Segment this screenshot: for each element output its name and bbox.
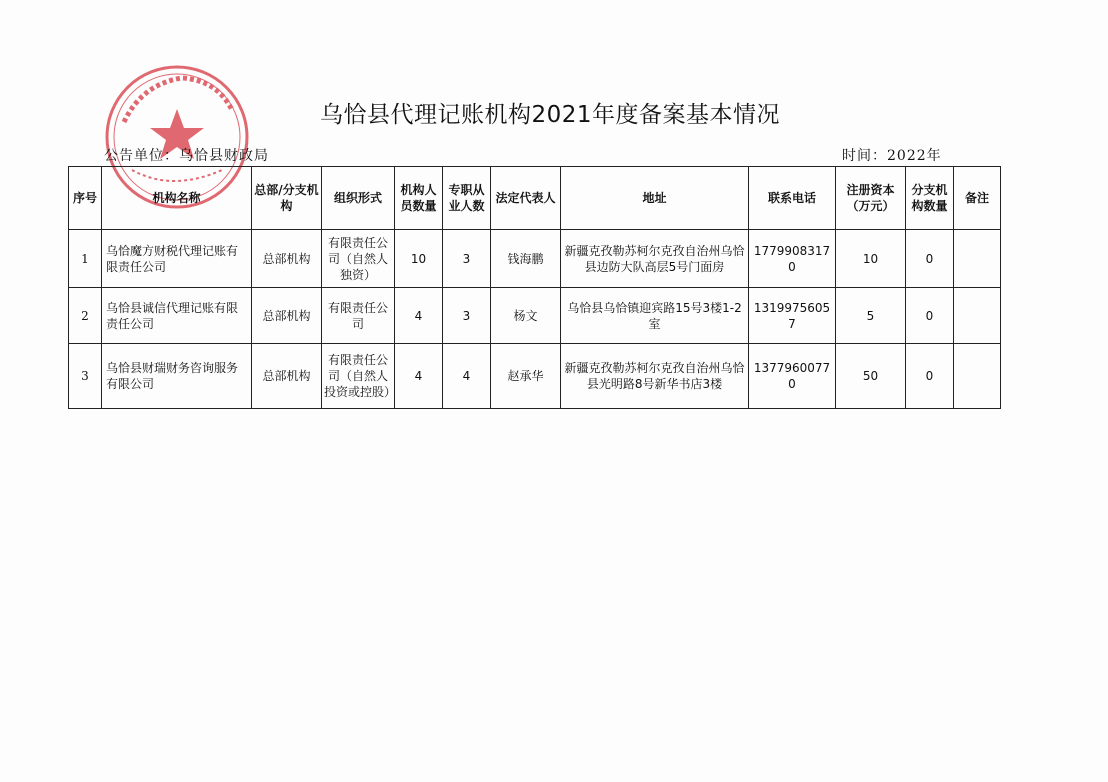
table-row: [69, 230, 1001, 288]
header-cell: 机构名称: [102, 167, 252, 230]
table-cell: 3: [443, 230, 491, 288]
table-cell: 50: [836, 344, 906, 409]
table-cell: 10: [395, 230, 443, 288]
table-cell: [954, 344, 1001, 409]
table-header-row: [69, 167, 1001, 230]
header-cell: 注册资本（万元）: [836, 167, 906, 230]
header-cell: 分支机构数量: [906, 167, 954, 230]
table-row: [69, 288, 1001, 344]
registration-table: [68, 166, 1001, 409]
document-title: 乌恰县代理记账机构2021年度备案基本情况: [319, 102, 781, 128]
header-cell: 序号: [69, 167, 102, 230]
table-cell: 新疆克孜勒苏柯尔克孜自治州乌恰县边防大队高层5号门面房: [561, 230, 749, 288]
table-cell: 乌恰县财瑞财务咨询服务有限公司: [102, 344, 252, 409]
table-cell: 0: [906, 288, 954, 344]
table-cell: 3: [69, 344, 102, 409]
table-cell: [954, 288, 1001, 344]
table-cell: 赵承华: [491, 344, 561, 409]
header-cell: 联系电话: [749, 167, 836, 230]
table-cell: 乌恰县乌恰镇迎宾路15号3楼1-2室: [561, 288, 749, 344]
publisher-label: 公告单位：乌恰县财政局: [104, 148, 269, 164]
table-cell: 13779600770: [749, 344, 836, 409]
table-cell: 有限责任公司（自然人投资或控股）: [322, 344, 395, 409]
table-cell: 2: [69, 288, 102, 344]
table-row: [69, 344, 1001, 409]
table-cell: 新疆克孜勒苏柯尔克孜自治州乌恰县光明路8号新华书店3楼: [561, 344, 749, 409]
table-cell: [954, 230, 1001, 288]
table-cell: 4: [395, 344, 443, 409]
table-cell: 有限责任公司（自然人独资）: [322, 230, 395, 288]
table-cell: 13199756057: [749, 288, 836, 344]
table-cell: 乌恰县诚信代理记账有限责任公司: [102, 288, 252, 344]
table-cell: 4: [443, 344, 491, 409]
table-cell: 0: [906, 230, 954, 288]
table-cell: 4: [395, 288, 443, 344]
table-cell: 1: [69, 230, 102, 288]
header-cell: 法定代表人: [491, 167, 561, 230]
table-cell: 总部机构: [252, 230, 322, 288]
table-cell: 乌恰魔方财税代理记账有限责任公司: [102, 230, 252, 288]
header-cell: 机构人员数量: [395, 167, 443, 230]
table-cell: 0: [906, 344, 954, 409]
header-cell: 专职从业人数: [443, 167, 491, 230]
table-cell: 5: [836, 288, 906, 344]
header-cell: 地址: [561, 167, 749, 230]
table-cell: 有限责任公司: [322, 288, 395, 344]
table-cell: 3: [443, 288, 491, 344]
header-cell: 组织形式: [322, 167, 395, 230]
table-cell: 钱海鹏: [491, 230, 561, 288]
header-cell: 总部/分支机构: [252, 167, 322, 230]
header-cell: 备注: [954, 167, 1001, 230]
table-cell: 杨文: [491, 288, 561, 344]
table-cell: 10: [836, 230, 906, 288]
table-cell: 总部机构: [252, 344, 322, 409]
table-cell: 总部机构: [252, 288, 322, 344]
time-label: 时间：2022年: [842, 148, 942, 164]
table-cell: 17799083170: [749, 230, 836, 288]
